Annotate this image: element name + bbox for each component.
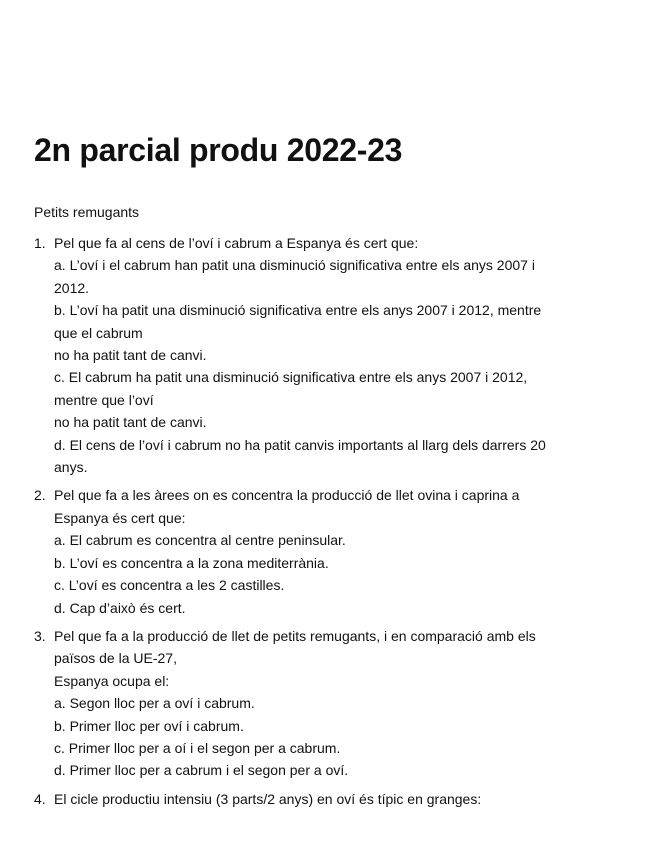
answer-option — [54, 574, 594, 596]
answer-option-line: d. Primer lloc per a cabrum i el segon per a oví. — [54, 762, 349, 779]
answer-option-line: d. El cens de l’oví i cabrum no ha patit canvis importants al llarg dels darrers 20 — [54, 436, 546, 453]
answer-option-line: c. L’oví es concentra a les 2 castilles. — [54, 577, 285, 594]
question-text: Pel que fa a la producció de llet de petits remugants, i en comparació amb els — [54, 627, 536, 644]
answer-option-line: b. Primer lloc per oví i cabrum. — [54, 717, 244, 734]
answer-option-line: b. L’oví ha patit una disminució significativa entre els anys 2007 i 2012, mentre — [54, 302, 542, 319]
answer-option-line: no ha patit tant de canvi. — [54, 347, 207, 364]
answer-option — [54, 552, 594, 574]
answer-option — [54, 737, 594, 759]
question-text: Espanya ocupa el: — [54, 672, 170, 689]
question-number: 1. — [34, 235, 46, 251]
answer-option — [54, 692, 594, 714]
answer-option — [54, 759, 594, 781]
question-number: 2. — [34, 487, 46, 504]
answer-option — [54, 715, 594, 737]
answer-option — [54, 254, 594, 299]
answer-option — [54, 529, 594, 551]
section-heading: Petits remugants — [34, 204, 140, 220]
answer-option — [54, 299, 594, 366]
question-item — [0, 484, 594, 618]
answer-option-line: b. L’oví es concentra a la zona mediterrània. — [54, 554, 329, 571]
answer-option-line: a. El cabrum es concentra al centre peninsular. — [54, 532, 346, 549]
question-item — [0, 788, 594, 810]
answer-option-line: a. L’oví i el cabrum han patit una disminució significativa entre els anys 2007 i — [54, 257, 535, 274]
answer-option-line: 2012. — [54, 279, 90, 296]
question-text: El cicle productiu intensiu (3 parts/2 anys) en oví és típic en granges: — [54, 790, 482, 807]
answer-option — [54, 597, 594, 619]
question-number: 4. — [34, 790, 46, 807]
question-text: Espanya és cert que: — [54, 509, 186, 526]
answer-option-line: no ha patit tant de canvi. — [54, 414, 207, 431]
question-text: Pel que fa al cens de l’oví i cabrum a Espanya és cert que: — [54, 235, 419, 251]
answer-option-line: anys. — [54, 459, 88, 476]
question-item — [0, 625, 594, 782]
question-text: països de la UE-27, — [54, 650, 177, 667]
question-item — [0, 232, 594, 478]
answer-option-line: que el cabrum — [54, 324, 143, 341]
document-title: 2n parcial produ 2022-23 — [34, 132, 403, 168]
answer-options — [54, 529, 594, 619]
answer-option-line: mentre que l’oví — [54, 391, 154, 408]
question-text: Pel que fa a les àrees on es concentra la producció de llet ovina i caprina a — [54, 487, 520, 504]
answer-option-line: d. Cap d’això és cert. — [54, 599, 186, 616]
answer-options — [54, 254, 594, 478]
answer-option — [54, 366, 594, 433]
answer-option-line: a. Segon lloc per a oví i cabrum. — [54, 695, 255, 712]
answer-option-line: c. Primer lloc per a oí i el segon per a cabrum. — [54, 739, 341, 756]
answer-option — [54, 434, 594, 479]
question-list — [0, 232, 655, 816]
answer-option-line: c. El cabrum ha patit una disminució significativa entre els anys 2007 i 2012, — [54, 369, 528, 386]
answer-options — [54, 692, 594, 782]
question-number: 3. — [34, 627, 46, 644]
